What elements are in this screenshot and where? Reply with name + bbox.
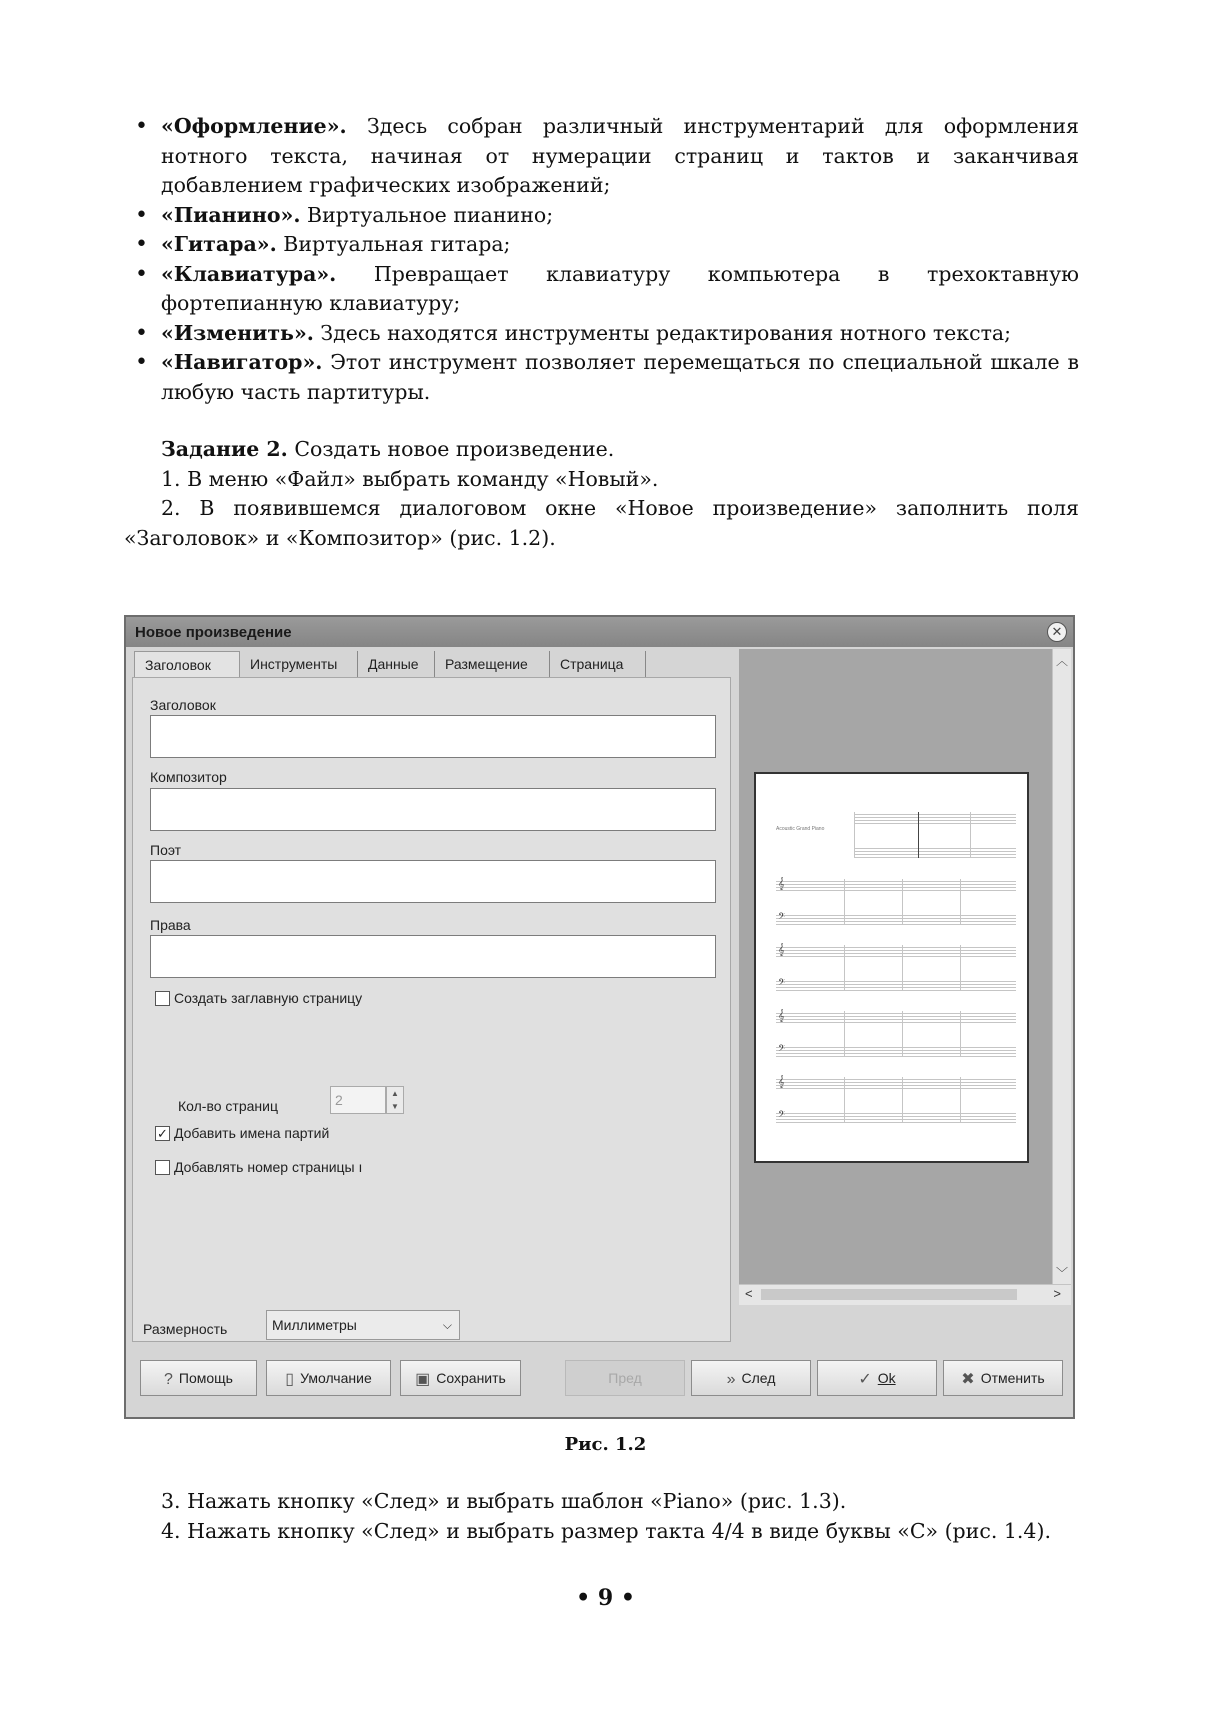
barline [960, 879, 961, 925]
staff-treble [776, 1011, 1016, 1023]
units-select[interactable]: Миллиметры ⌵ [266, 1310, 460, 1340]
bullet-list [124, 112, 1079, 407]
composer-field[interactable] [150, 788, 716, 831]
barline [844, 1011, 845, 1057]
tab-data[interactable]: Данные [358, 651, 435, 677]
task-step-2: 2. В появившемся диалоговом окне «Новое произведение» заполнить поля «Заголовок» и «Композитор» (рис. 1.2). [124, 496, 1079, 550]
barline [970, 812, 971, 858]
default-button[interactable]: ▯ Умолчание [266, 1360, 391, 1396]
tab-page[interactable]: Страница [550, 651, 646, 677]
barline [844, 945, 845, 991]
score-system [776, 879, 1016, 925]
page-numbers-checkbox[interactable] [155, 1160, 170, 1175]
page-numbers-option[interactable]: Добавлять номер страницы ı [155, 1159, 362, 1176]
list-item: • «Клавиатура». Превращает клавиатуру компьютера в трехоктавную фортепианную клавиатуру; [124, 260, 1079, 319]
bass-clef-icon: 𝄢 [778, 1109, 786, 1122]
staff-bass [854, 846, 1016, 858]
staff-bass [776, 913, 1016, 925]
barline [902, 945, 903, 991]
bullet-section [124, 112, 1079, 407]
treble-clef-icon: 𝄞 [778, 943, 785, 956]
step-3: 3. Нажать кнопку «След» и выбрать шаблон «Piano» (рис. 1.3). [161, 1489, 847, 1513]
barline [960, 945, 961, 991]
barline [960, 1077, 961, 1123]
score-system [776, 1077, 1016, 1123]
dialog-titlebar [126, 617, 1073, 647]
rights-label: Права [150, 917, 191, 933]
bass-clef-icon: 𝄢 [778, 977, 786, 990]
barline [854, 812, 855, 858]
prev-button[interactable]: Пред [565, 1360, 685, 1396]
list-item: • «Изменить». Здесь находятся инструменты редактирования нотного текста; [124, 319, 1079, 349]
chevron-up-icon[interactable]: ︿ [1055, 654, 1068, 668]
barline [960, 1011, 961, 1057]
chevron-down-icon[interactable]: ﹀ [1055, 1266, 1068, 1280]
staff-bass [776, 979, 1016, 991]
save-button[interactable]: ▣ Сохранить [400, 1360, 521, 1396]
cancel-button[interactable]: ✖ Отменить [943, 1360, 1063, 1396]
barline [844, 879, 845, 925]
barline [902, 1077, 903, 1123]
chevron-left-icon[interactable]: < [745, 1286, 753, 1301]
double-chevron-right-icon: » [726, 1371, 736, 1388]
pages-count-label: Кол-во страниц [178, 1098, 278, 1114]
close-icon[interactable]: ✕ [1047, 622, 1067, 642]
steps-after-section [124, 1487, 1079, 1546]
task-step-1: 1. В меню «Файл» выбрать команду «Новый». [161, 466, 659, 491]
poet-label: Поэт [150, 842, 182, 858]
title-label: Заголовок [150, 697, 216, 713]
dialog-title: Новое произведение [135, 624, 292, 641]
staff-treble [776, 879, 1016, 891]
barline [902, 1011, 903, 1057]
pages-count-input[interactable]: 2 [330, 1086, 386, 1114]
preview-vertical-scrollbar[interactable] [1052, 649, 1071, 1284]
preview-instrument-name: Acoustic Grand Piano [776, 826, 825, 832]
next-button[interactable]: » След [691, 1360, 811, 1396]
tab-instruments[interactable]: Инструменты [240, 651, 358, 677]
staff-treble [854, 812, 1016, 824]
part-names-checkbox[interactable]: ✓ [155, 1126, 170, 1141]
barline [902, 879, 903, 925]
help-button[interactable]: ? Помощь [140, 1360, 257, 1396]
title-page-option[interactable]: Создать заглавную страницу [155, 990, 362, 1007]
floppy-icon: ▣ [415, 1371, 431, 1388]
page-preview [754, 772, 1029, 1163]
bass-clef-icon: 𝄢 [778, 911, 786, 924]
ok-button[interactable]: ✓ Ok [817, 1360, 937, 1396]
title-field[interactable] [150, 715, 716, 758]
task-section [124, 435, 1079, 553]
bass-clef-icon: 𝄢 [778, 1043, 786, 1056]
score-system [776, 945, 1016, 991]
scrollbar-thumb[interactable] [761, 1289, 1017, 1300]
staff-treble [776, 1077, 1016, 1089]
barline [918, 812, 919, 858]
new-piece-dialog [124, 615, 1075, 1419]
chevron-down-icon[interactable]: ▼ [391, 1102, 399, 1111]
treble-clef-icon: 𝄞 [778, 1075, 785, 1088]
treble-clef-icon: 𝄞 [778, 1009, 785, 1022]
page-number: • 9 • [576, 1585, 635, 1611]
step-4: 4. Нажать кнопку «След» и выбрать размер такта 4/4 в виде буквы «С» (рис. 1.4). [161, 1518, 1051, 1543]
composer-label: Композитор [150, 769, 227, 785]
document-icon: ▯ [285, 1371, 295, 1388]
poet-field[interactable] [150, 860, 716, 903]
chevron-up-icon[interactable]: ▲ [391, 1089, 399, 1098]
list-item: • «Навигатор». Этот инструмент позволяет перемещаться по специальной шкале в любую часть партитуры. [124, 348, 1079, 407]
staff-bass [776, 1045, 1016, 1057]
checkmark-icon: ✓ [858, 1371, 872, 1388]
staff-bass [776, 1111, 1016, 1123]
help-icon: ? [164, 1371, 173, 1388]
cross-icon: ✖ [961, 1371, 975, 1388]
preview-horizontal-scrollbar[interactable] [739, 1284, 1071, 1305]
tab-title[interactable]: Заголовок [134, 651, 240, 677]
score-system [776, 1011, 1016, 1057]
list-item: • «Оформление». Здесь собран различный инструментарий для оформления нотного текста, начиная от нумерации страниц и тактов и заканчивая добавлением графических изображений; [124, 112, 1079, 201]
part-names-option[interactable]: ✓ Добавить имена партий [155, 1125, 329, 1142]
units-label: Размерность [143, 1321, 228, 1337]
figure-caption: Рис. 1.2 [564, 1434, 647, 1455]
title-page-checkbox[interactable] [155, 991, 170, 1006]
chevron-down-icon: ⌵ [442, 1318, 452, 1332]
rights-field[interactable] [150, 935, 716, 978]
list-item: • «Пианино». Виртуальное пианино; [124, 201, 1079, 231]
tab-layout[interactable]: Размещение [435, 651, 550, 677]
chevron-right-icon[interactable]: > [1053, 1286, 1061, 1301]
score-system [776, 812, 1016, 858]
treble-clef-icon: 𝄞 [778, 877, 785, 890]
pages-count-stepper[interactable] [386, 1086, 404, 1114]
task-heading: Задание 2. Создать новое произведение. [161, 437, 615, 461]
barline [844, 1077, 845, 1123]
staff-treble [776, 945, 1016, 957]
list-item: • «Гитара». Виртуальная гитара; [124, 230, 1079, 260]
title-form-panel [132, 677, 731, 1342]
